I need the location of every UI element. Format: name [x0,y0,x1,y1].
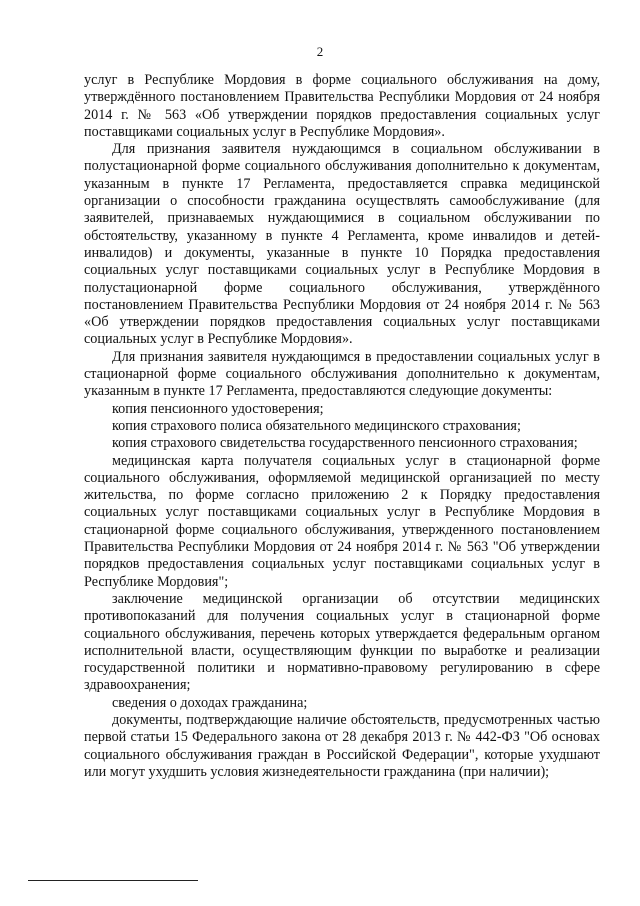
list-item: заключение медицинской организации об отсутствии медицинских противопоказаний для получения социальных услуг в стационарной форме социального обслуживания, перечень которых утверждается федеральным органом исполнительной власти, осуществляющим функции по выработке и реализации государственной политики и нормативно-правовому регулированию в сфере здравоохранения; [84,590,600,694]
list-item: копия страхового полиса обязательного медицинского страхования; [112,417,521,434]
paragraph: Для признания заявителя нуждающимся в предоставлении социальных услуг в стационарной форме социального обслуживания дополнительно к документам, указанным в пункте 17 Регламента, предоставляются следующие документы: [84,348,600,400]
list-item: документы, подтверждающие наличие обстоятельств, предусмотренных частью первой статьи 15 Федерального закона от 28 декабря 2013 г. № 442-ФЗ "Об основах социального обслуживания граждан в Российской Федерации", которые ухудшают или могут ухудшить условия жизнедеятельности гражданина (при наличии); [84,711,600,780]
paragraph: Для признания заявителя нуждающимся в социальном обслуживании в полустационарной форме социального обслуживания дополнительно к документам, указанным в пункте 17 Регламента, предоставляется справка медицинской организации о способности гражданина осуществлять самообслуживание (для заявителей, признаваемых нуждающимися в социальном обслуживании по обстоятельству, указанному в пункте 4 Регламента, кроме инвалидов и детей-инвалидов) и документы, указанные в пункте 10 Порядка предоставления социальных услуг поставщиками социальных услуг в Республике Мордовия в полустационарной форме социального обслуживания, утверждённого постановлением Правительства Республики Мордовия от 24 ноября 2014 г. № 563 «Об утверждении порядков предоставления социальных услуг поставщиками социальных услуг в Республике Мордовия». [84,141,600,348]
list-item: медицинская карта получателя социальных услуг в стационарной форме социального обслуживания, оформляемой медицинской организацией по месту жительства, по форме согласно приложению 2 к Порядку предоставления социальных услуг поставщиками социальных услуг в Республике Мордовия в стационарной форме социального обслуживания, утвержденного постановлением Правительства Республики Мордовия от 24 ноября 2014 г. № 563 "Об утверждении порядков предоставления социальных услуг поставщиками социальных услуг в Республике Мордовия"; [84,452,600,590]
list-item: копия пенсионного удостоверения; [112,400,324,417]
page-number: 2 [316,44,324,59]
paragraph: услуг в Республике Мордовия в форме социального обслуживания на дому, утверждённого постановлением Правительства Республики Мордовия от 24 ноября 2014 г. № 563 «Об утверждении порядков предоставления социальных услуг поставщиками социальных услуг в Республике Мордовия». [84,72,600,140]
list-item: копия страхового свидетельства государственного пенсионного страхования; [112,435,578,452]
list-item: сведения о доходах гражданина; [112,694,308,711]
footnote-separator [28,880,198,881]
body-text [84,72,600,781]
